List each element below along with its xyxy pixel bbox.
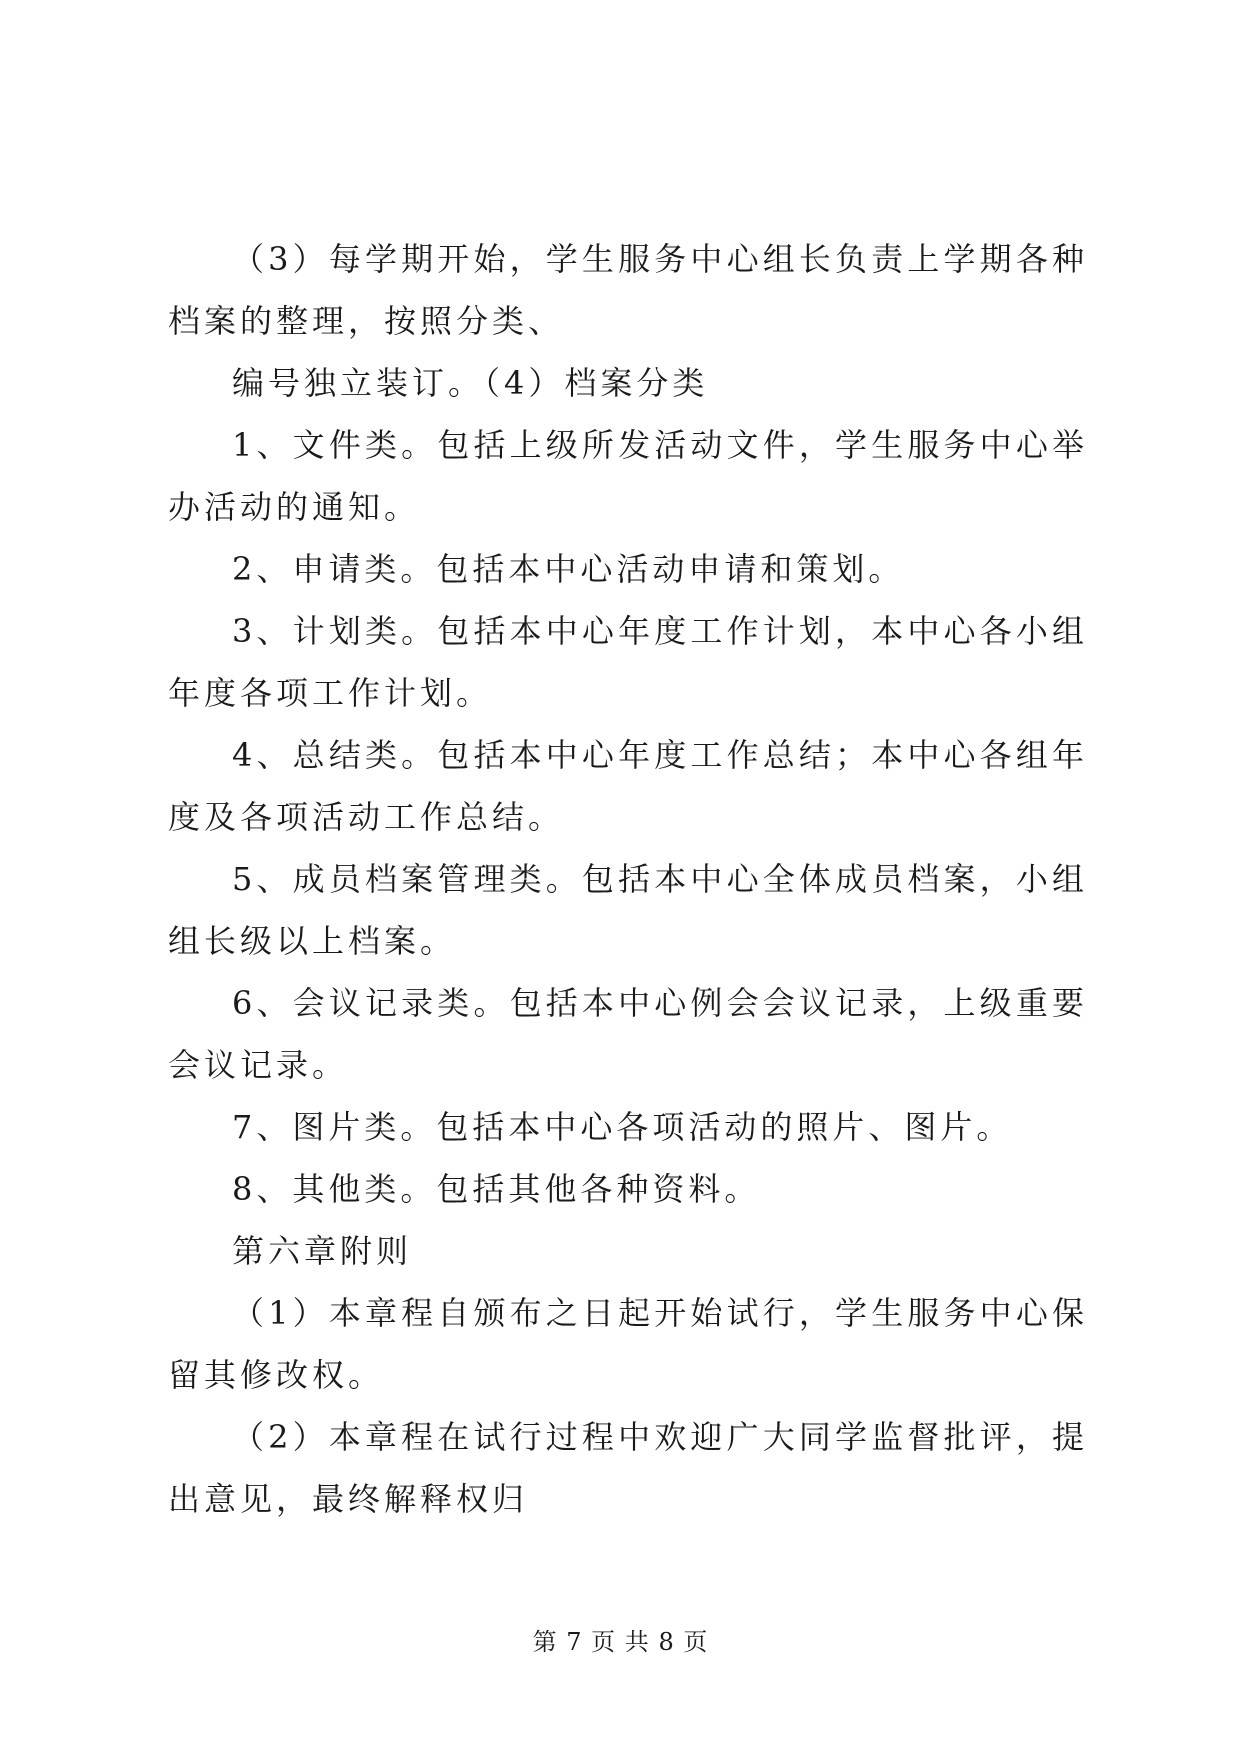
paragraph-supervision-interpretation: （2）本章程在试行过程中欢迎广大同学监督批评，提出意见，最终解释权归: [168, 1418, 1088, 1518]
paragraph-meeting-record-category: 6、会议记录类。包括本中心例会会议记录，上级重要会议记录。: [168, 984, 1088, 1084]
paragraph-summary-category: 4、总结类。包括本中心年度工作总结；本中心各组年度及各项活动工作总结。: [168, 736, 1088, 836]
paragraph-application-category: 2、申请类。包括本中心活动申请和策划。: [232, 550, 905, 588]
page-number-footer: 第 7 页 共 8 页: [532, 1628, 709, 1656]
document-body: [168, 228, 1088, 1530]
paragraph-plan-category: 3、计划类。包括本中心年度工作计划，本中心各小组年度各项工作计划。: [168, 612, 1088, 712]
chapter-heading: 第六章附则: [232, 1232, 413, 1270]
paragraph-archive-sorting: （3）每学期开始，学生服务中心组长负责上学期各种档案的整理，按照分类、: [168, 240, 1088, 340]
paragraph-trial-implementation: （1）本章程自颁布之日起开始试行，学生服务中心保留其修改权。: [168, 1294, 1088, 1394]
paragraph-file-category: 1、文件类。包括上级所发活动文件，学生服务中心举办活动的通知。: [168, 426, 1088, 526]
paragraph-other-category: 8、其他类。包括其他各种资料。: [232, 1170, 761, 1208]
paragraph-picture-category: 7、图片类。包括本中心各项活动的照片、图片。: [232, 1108, 1013, 1146]
paragraph-binding-classification: 编号独立装订。（4）档案分类: [232, 364, 709, 402]
paragraph-member-archive-category: 5、成员档案管理类。包括本中心全体成员档案，小组组长级以上档案。: [168, 860, 1088, 960]
